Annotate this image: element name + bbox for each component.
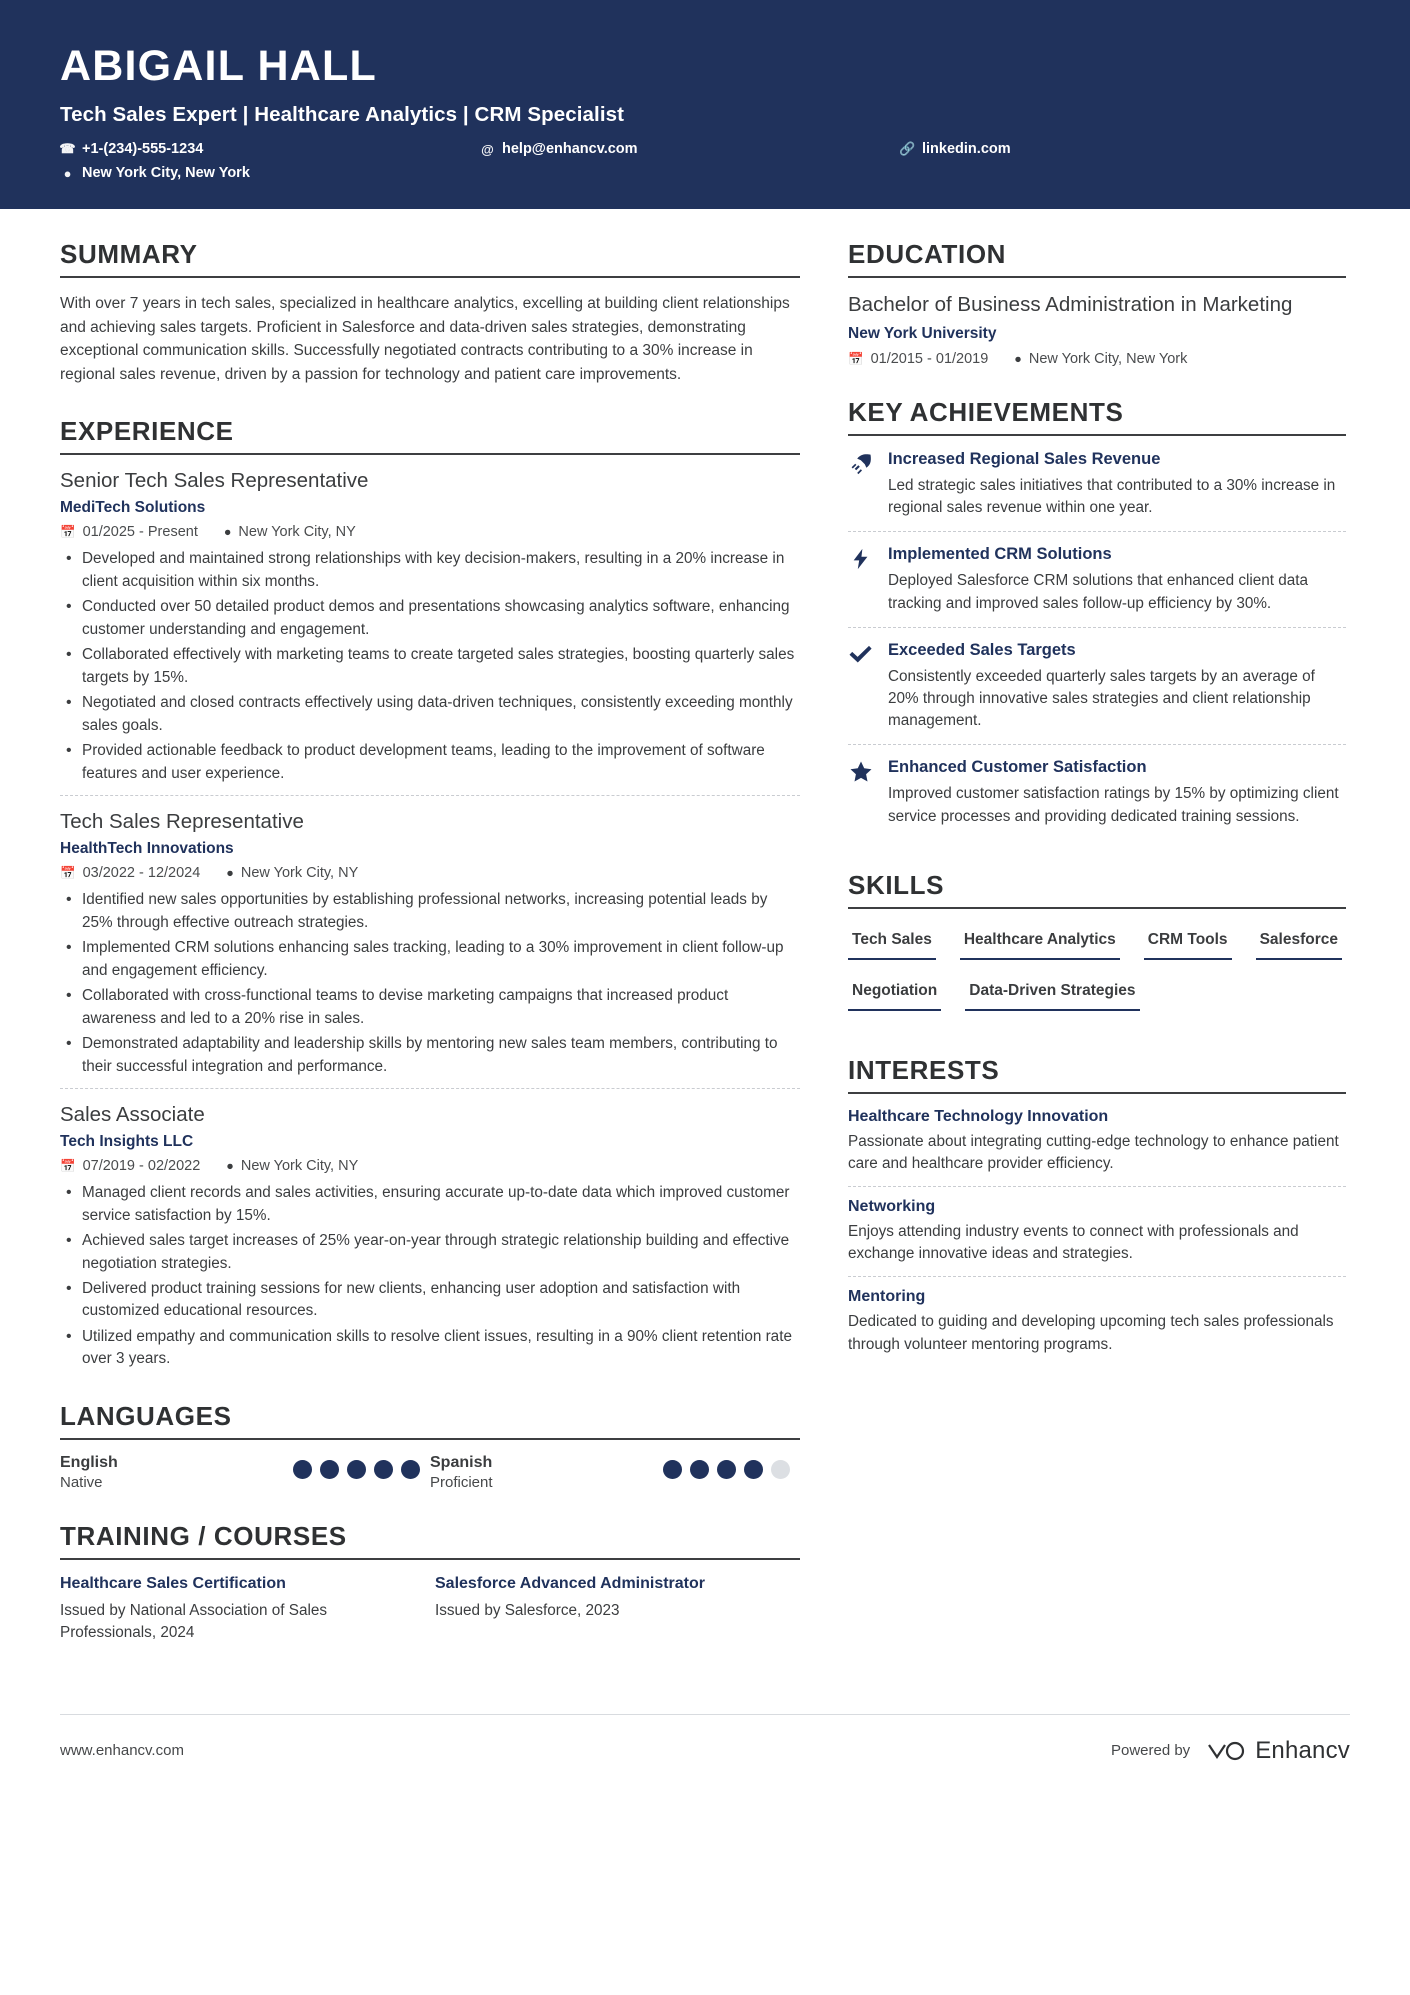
training-section <box>60 1521 800 1644</box>
experience-entry <box>60 795 800 1078</box>
languages-heading: LANGUAGES <box>60 1400 232 1431</box>
rating-dot-empty <box>771 1460 790 1479</box>
achievement-item <box>848 531 1346 626</box>
language-rating <box>663 1454 790 1479</box>
list-item: • Delivered product training sessions for new clients, enhancing user adoption and satisfaction with customized educational resources. <box>80 1278 800 1323</box>
experience-location <box>226 1158 358 1174</box>
experience-section <box>60 416 800 1371</box>
education-dates <box>848 351 988 367</box>
experience-dates <box>60 524 198 540</box>
list-item: • Achieved sales target increases of 25% year-on-year through strategic relationship building and effective negotiation strategies. <box>80 1230 800 1275</box>
skill-tag: Salesforce <box>1256 923 1342 960</box>
education-dates-value: 01/2015 - 01/2019 <box>870 351 989 368</box>
languages-grid <box>60 1454 800 1491</box>
bolt-icon <box>848 545 874 614</box>
experience-location-value: New York City, NY <box>240 1158 359 1175</box>
achievement-description: Consistently exceeded quarterly sales targets by an average of 20% through innovative sales strategies and client relationship management. <box>888 667 1315 730</box>
interests-divider <box>848 1092 1346 1094</box>
experience-dates-value: 03/2022 - 12/2024 <box>82 865 201 882</box>
candidate-name: ABIGAIL HALL <box>60 42 377 90</box>
list-item: • Negotiated and closed contracts effectively using data-driven techniques, consistently exceeding monthly sales goals. <box>80 692 800 737</box>
rating-dot-filled <box>690 1460 709 1479</box>
experience-meta <box>60 865 800 881</box>
calendar-icon: 📅 <box>60 1158 76 1173</box>
experience-organization: Tech Insights LLC <box>60 1133 194 1151</box>
training-description: Issued by National Association of Sales Professionals, 2024 <box>60 1602 328 1642</box>
skills-heading: SKILLS <box>848 869 945 900</box>
experience-location <box>224 524 356 540</box>
education-divider <box>848 276 1346 278</box>
calendar-icon: 📅 <box>60 524 76 539</box>
interest-description: Enjoys attending industry events to connect with professionals and exchange innovative ideas and strategies. <box>848 1223 1299 1263</box>
calendar-icon: 📅 <box>848 351 864 366</box>
language-level: Proficient <box>430 1473 493 1491</box>
education-school: New York University <box>848 325 997 343</box>
experience-organization: HealthTech Innovations <box>60 840 234 858</box>
star-icon <box>848 758 874 827</box>
footer-branding <box>1111 1737 1350 1765</box>
skills-divider <box>848 907 1346 909</box>
training-divider <box>60 1558 800 1560</box>
contact-link[interactable] <box>900 141 1011 157</box>
link-icon: 🔗 <box>899 141 916 157</box>
languages-section <box>60 1401 800 1491</box>
training-item <box>60 1574 425 1644</box>
list-item: • Utilized empathy and communication skills to resolve client issues, resulting in a 90% client retention rate over 3 years. <box>80 1326 800 1371</box>
contact-location-value: New York City, New York <box>82 165 250 182</box>
rating-dot-filled <box>374 1460 393 1479</box>
achievement-description: Improved customer satisfaction ratings by 15% by optimizing client service processes and providing dedicated training sessions. <box>888 785 1339 825</box>
language-item <box>430 1454 800 1491</box>
resume-footer <box>60 1714 1350 1791</box>
skill-tag: Healthcare Analytics <box>960 923 1120 960</box>
achievement-item <box>848 744 1346 839</box>
list-item: • Conducted over 50 detailed product demos and presentations showcasing analytics software, enhancing customer understanding and engagement. <box>80 596 800 641</box>
experience-divider <box>60 453 800 455</box>
education-entry <box>848 292 1346 367</box>
interests-heading: INTERESTS <box>848 1054 1000 1085</box>
email-icon: @ <box>481 141 494 157</box>
language-name: Spanish <box>430 1453 493 1471</box>
language-rating <box>293 1454 420 1479</box>
list-item: • Collaborated with cross-functional teams to devise marketing campaigns that increased product awareness and led to a 20% rise in sales. <box>80 985 800 1030</box>
experience-bullets <box>60 548 800 785</box>
achievements-section <box>848 397 1346 840</box>
education-location-value: New York City, New York <box>1028 351 1188 368</box>
education-section <box>848 239 1346 367</box>
contact-phone <box>60 141 480 157</box>
calendar-icon: 📅 <box>60 865 76 880</box>
experience-bullets <box>60 1182 800 1371</box>
list-item: • Collaborated effectively with marketing teams to create targeted sales strategies, boosting quarterly sales targets by 15%. <box>80 644 800 689</box>
rating-dot-filled <box>293 1460 312 1479</box>
rating-dot-filled <box>320 1460 339 1479</box>
experience-meta <box>60 1158 800 1174</box>
achievement-item <box>848 450 1346 531</box>
skills-list <box>848 923 1346 1025</box>
experience-role: Senior Tech Sales Representative <box>60 469 369 493</box>
experience-entry <box>60 1088 800 1371</box>
list-item: • Developed and maintained strong relationships with key decision-makers, resulting in a 20% increase in client acquisition within six months. <box>80 548 800 593</box>
location-pin-icon: ● <box>1014 352 1022 367</box>
interest-item <box>848 1276 1346 1366</box>
resume-body <box>0 209 1410 1674</box>
location-pin-icon: ● <box>226 866 234 881</box>
contact-phone-value: +1-(234)-555-1234 <box>82 141 204 158</box>
experience-location-value: New York City, NY <box>238 524 356 541</box>
contact-email-value: help@enhancv.com <box>502 141 638 158</box>
achievement-description: Deployed Salesforce CRM solutions that enhanced client data tracking and improved sales follow-up efficiency by 30%. <box>888 572 1309 612</box>
experience-heading: EXPERIENCE <box>60 416 234 447</box>
experience-location <box>226 865 358 881</box>
contact-row <box>60 141 1350 181</box>
interest-description: Dedicated to guiding and developing upcoming tech sales professionals through volunteer mentoring programs. <box>848 1313 1334 1353</box>
training-grid <box>60 1574 800 1644</box>
contact-location <box>60 165 1350 181</box>
experience-role: Tech Sales Representative <box>60 810 304 834</box>
skill-tag: CRM Tools <box>1144 923 1232 960</box>
experience-dates-value: 01/2025 - Present <box>82 524 198 541</box>
training-title: Salesforce Advanced Administrator <box>435 1574 706 1592</box>
rocket-icon <box>848 450 874 519</box>
experience-dates-value: 07/2019 - 02/2022 <box>82 1158 201 1175</box>
achievement-title: Enhanced Customer Satisfaction <box>888 758 1147 777</box>
enhancv-logo-icon <box>1206 1740 1246 1762</box>
candidate-headline: Tech Sales Expert | Healthcare Analytics | CRM Specialist <box>60 103 625 127</box>
brand-name: Enhancv <box>1255 1736 1350 1764</box>
interest-title: Networking <box>848 1198 936 1216</box>
location-pin-icon: ● <box>223 525 232 540</box>
education-meta <box>848 351 1346 367</box>
experience-role: Sales Associate <box>60 1103 205 1127</box>
powered-by-label: Powered by <box>1110 1742 1191 1760</box>
skills-section <box>848 870 1346 1025</box>
right-column <box>848 239 1346 1397</box>
language-name: English <box>60 1453 118 1471</box>
achievements-heading: KEY ACHIEVEMENTS <box>848 397 1124 428</box>
interest-description: Passionate about integrating cutting-edge technology to enhance patient care and healthcare provider efficiency. <box>848 1132 1339 1172</box>
experience-bullets <box>60 889 800 1078</box>
rating-dot-filled <box>347 1460 366 1479</box>
footer-url[interactable]: www.enhancv.com <box>60 1742 184 1760</box>
training-description: Issued by Salesforce, 2023 <box>435 1602 620 1620</box>
experience-entry <box>60 469 800 785</box>
achievement-title: Implemented CRM Solutions <box>888 545 1112 564</box>
achievement-item <box>848 627 1346 745</box>
rating-dot-filled <box>663 1460 682 1479</box>
training-title: Healthcare Sales Certification <box>60 1574 286 1592</box>
education-degree: Bachelor of Business Administration in Marketing <box>848 293 1293 317</box>
list-item: • Managed client records and sales activities, ensuring accurate up-to-date data which improved customer service satisfaction by 15%. <box>80 1182 800 1227</box>
experience-dates <box>60 1158 200 1174</box>
rating-dot-filled <box>717 1460 736 1479</box>
education-location <box>1014 351 1187 367</box>
brand-logo <box>1206 1737 1350 1765</box>
experience-organization: MediTech Solutions <box>60 499 206 517</box>
summary-heading: SUMMARY <box>60 239 198 270</box>
summary-text: With over 7 years in tech sales, specialized in healthcare analytics, excelling at building client relationships and achieving sales targets. Proficient in Salesforce and data-driven sales strategies, demonstrating exceptional communication skills. Successfully negotiated contracts contributing to a 30% increase in regional sales revenue, driven by a passion for technology and patient care improvements. <box>60 295 790 383</box>
languages-divider <box>60 1438 800 1440</box>
summary-section <box>60 239 800 386</box>
rating-dot-filled <box>744 1460 763 1479</box>
location-pin-icon: ● <box>226 1159 234 1174</box>
language-item <box>60 1454 430 1491</box>
achievement-title: Increased Regional Sales Revenue <box>888 450 1161 469</box>
list-item: • Identified new sales opportunities by establishing professional networks, increasing potential leads by 25% through effective outreach strategies. <box>80 889 800 934</box>
rating-dot-filled <box>401 1460 420 1479</box>
list-item: • Provided actionable feedback to product development teams, leading to the improvement of software features and user experience. <box>80 740 800 785</box>
language-level: Native <box>60 1473 103 1491</box>
achievements-divider <box>848 434 1346 436</box>
training-item <box>435 1574 800 1644</box>
interests-section <box>848 1055 1346 1367</box>
contact-email[interactable] <box>480 141 900 157</box>
left-column <box>60 239 800 1674</box>
achievement-title: Exceeded Sales Targets <box>888 640 1076 659</box>
contact-link-value: linkedin.com <box>922 141 1011 158</box>
list-item: • Demonstrated adaptability and leadership skills by mentoring new sales team members, contributing to their successful integration and performance. <box>80 1033 800 1078</box>
resume-header <box>0 0 1410 209</box>
skill-tag: Data-Driven Strategies <box>965 974 1139 1011</box>
experience-location-value: New York City, NY <box>240 865 359 882</box>
experience-dates <box>60 865 200 881</box>
education-heading: EDUCATION <box>848 239 1007 270</box>
check-icon <box>848 641 874 733</box>
interest-item <box>848 1108 1346 1186</box>
skill-tag: Negotiation <box>848 974 941 1011</box>
phone-icon: ☎ <box>59 141 76 157</box>
location-pin-icon: ● <box>63 165 72 181</box>
skill-tag: Tech Sales <box>848 923 936 960</box>
training-heading: TRAINING / COURSES <box>60 1520 347 1551</box>
interest-title: Mentoring <box>848 1288 926 1306</box>
interest-title: Healthcare Technology Innovation <box>848 1107 1109 1125</box>
summary-divider <box>60 276 800 278</box>
list-item: • Implemented CRM solutions enhancing sales tracking, leading to a 30% improvement in client follow-up and engagement efficiency. <box>80 937 800 982</box>
interest-item <box>848 1186 1346 1276</box>
experience-meta <box>60 524 800 540</box>
achievement-description: Led strategic sales initiatives that contributed to a 30% increase in regional sales revenue within one year. <box>888 477 1336 517</box>
